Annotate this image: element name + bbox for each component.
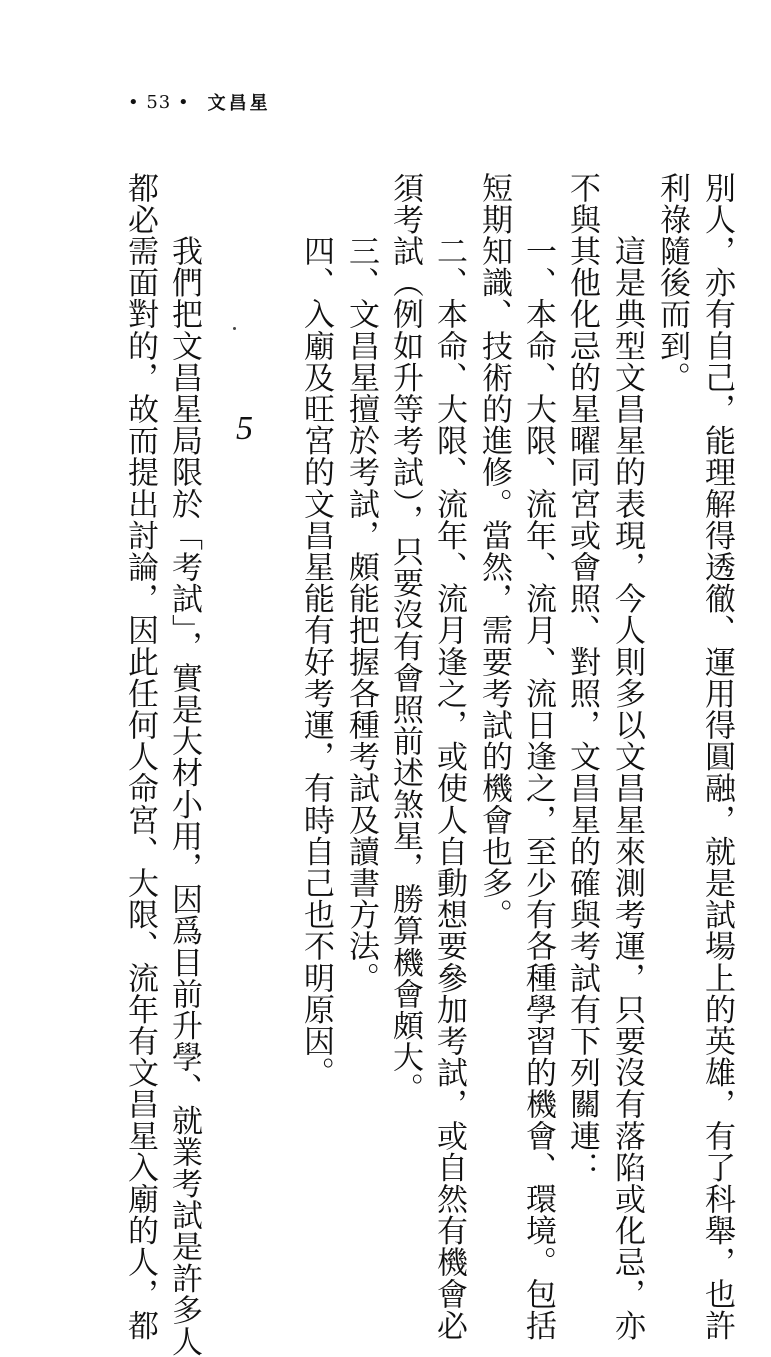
book-title: 文昌星 [207, 93, 271, 114]
text-column-7: 二、本命、大限、流年、流月逢之，或使人自動想要參加考試，或自然有機會必 [431, 172, 467, 1342]
page-number: • 53 • [128, 91, 190, 113]
text-column-5: 一、本命、大限、流年、流月、流日逢之，至少有各種學習的機會、環境。包括 [520, 172, 556, 1342]
text-column-9: 三、文昌星擅於考試，頗能把握各種考試及讀書方法。 [343, 172, 379, 994]
ink-dot [233, 327, 236, 330]
text-column-11: 我們把文昌星局限於「考試」，實是大材小用，因爲目前升學、就業考試是許多人 [166, 172, 202, 1357]
text-column-1: 別人，亦有自己，能理解得透徹、運用得圓融，就是試場上的英雄，有了科舉，也許 [699, 172, 735, 1342]
chapter-number: 5 [236, 410, 253, 447]
text-column-4: 不與其他化忌的星曜同宮或會照、對照，文昌星的確與考試有下列關連： [564, 172, 600, 1184]
text-column-12: 都必需面對的，故而提出討論，因此任何人命宮、大限、流年有文昌星入廟的人，都 [122, 172, 158, 1342]
page-header [128, 90, 271, 114]
text-column-8: 須考試（例如升等考試），只要沒有會照前述煞星，勝算機會頗大。 [387, 172, 423, 1105]
text-column-6: 短期知識、技術的進修。當然，需要考試的機會也多。 [476, 172, 512, 931]
text-column-10: 四、入廟及旺宮的文昌星能有好考運，有時自己也不明原因。 [298, 172, 334, 1089]
text-column-2: 利祿隨後而到。 [654, 172, 690, 394]
text-column-3: 這是典型文昌星的表現，今人則多以文昌星來測考運，只要沒有落陷或化忌，亦 [609, 172, 645, 1342]
